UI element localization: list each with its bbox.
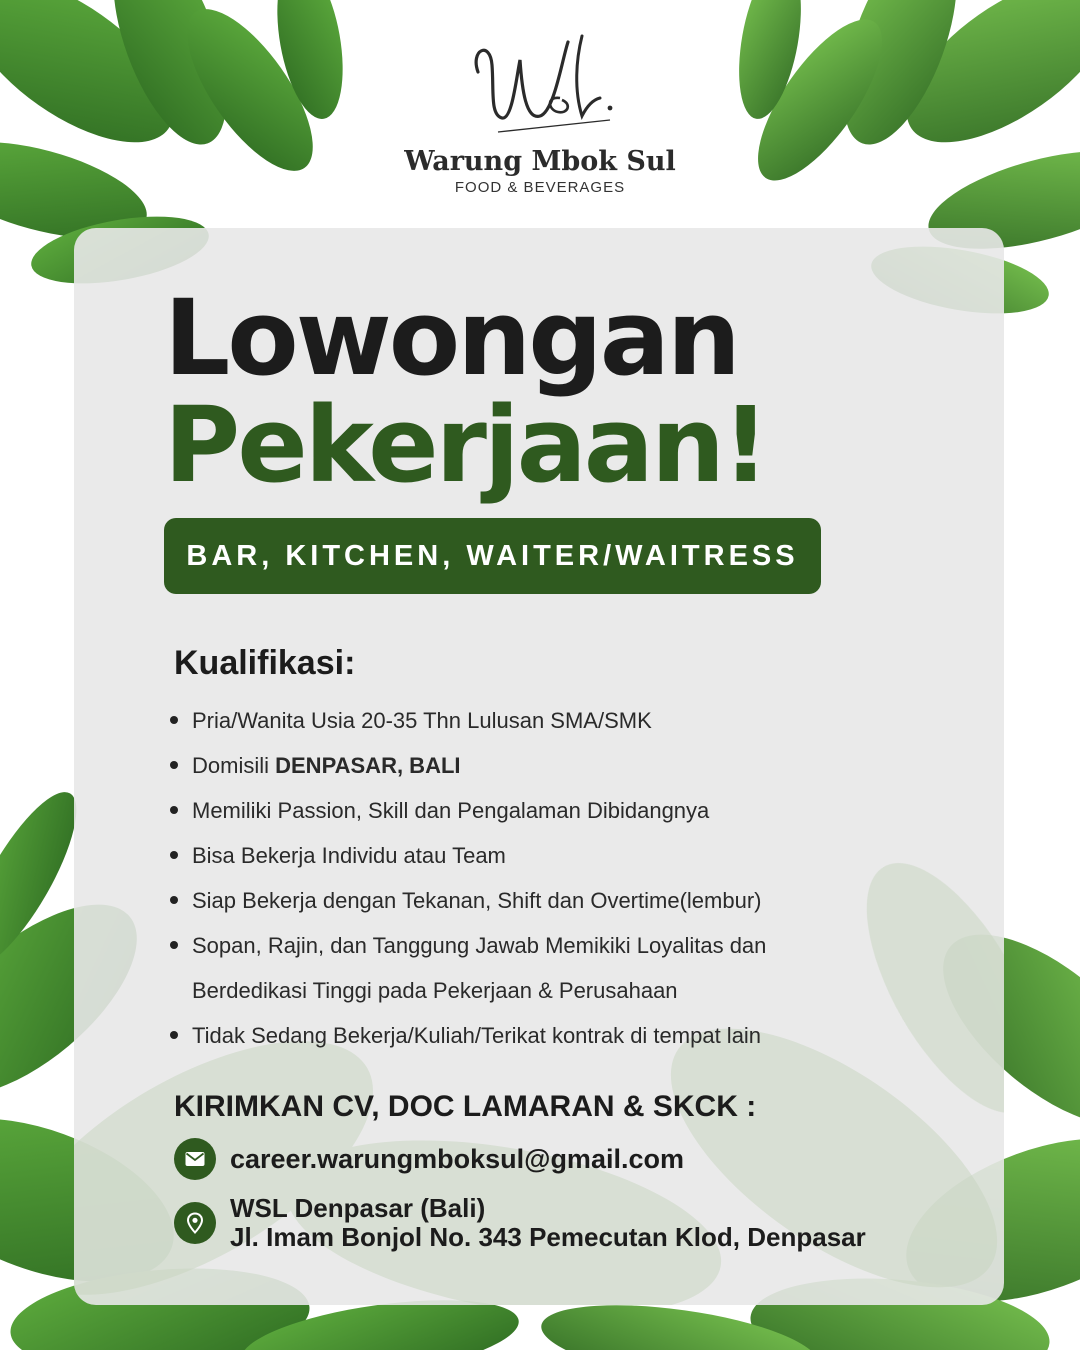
list-item: Sopan, Rajin, dan Tanggung Jawab Memikiki Loyalitas dan xyxy=(166,923,966,968)
brand-name: Warung Mbok Sul xyxy=(404,146,676,177)
list-item: Memiliki Passion, Skill dan Pengalaman Dibidangnya xyxy=(166,788,966,833)
brand-logo xyxy=(0,20,1080,196)
wsl-monogram-icon xyxy=(450,20,630,150)
list-item: Pria/Wanita Usia 20-35 Thn Lulusan SMA/SMK xyxy=(166,698,966,743)
list-item: Tidak Sedang Bekerja/Kuliah/Terikat kontrak di tempat lain xyxy=(166,1013,966,1058)
bullet-icon xyxy=(170,941,178,949)
send-cv-heading: KIRIMKAN CV, DOC LAMARAN & SKCK : xyxy=(174,1090,757,1123)
bullet-icon xyxy=(170,851,178,859)
bullet-icon xyxy=(170,1031,178,1039)
list-item: Domisili DENPASAR, BALI xyxy=(166,743,966,788)
job-card xyxy=(74,228,1004,1305)
qualifications-list xyxy=(166,698,966,1058)
list-item-continuation: Berdedikasi Tinggi pada Pekerjaan & Perusahaan xyxy=(192,978,678,1003)
bullet-icon xyxy=(170,761,178,769)
email-contact[interactable] xyxy=(174,1138,684,1180)
address-contact xyxy=(174,1194,866,1252)
roles-badge: BAR, KITCHEN, WAITER/WAITRESS xyxy=(164,518,821,594)
location-name: WSL Denpasar (Bali) xyxy=(230,1193,486,1223)
bullet-icon xyxy=(170,716,178,724)
bullet-icon xyxy=(170,806,178,814)
headline-pekerjaan: Pekerjaan! xyxy=(164,384,767,506)
envelope-icon xyxy=(174,1138,216,1180)
qualifications-title: Kualifikasi: xyxy=(174,644,356,682)
email-address[interactable]: career.warungmboksul@gmail.com xyxy=(230,1143,684,1174)
headline-lowongan: Lowongan xyxy=(164,277,738,399)
location-pin-icon xyxy=(174,1202,216,1244)
list-item: Siap Bekerja dengan Tekanan, Shift dan Overtime(lembur) xyxy=(166,878,966,923)
street-address: Jl. Imam Bonjol No. 343 Pemecutan Klod, Denpasar xyxy=(230,1222,866,1252)
bullet-icon xyxy=(170,896,178,904)
brand-tagline: FOOD & BEVERAGES xyxy=(454,179,626,196)
list-item: Bisa Bekerja Individu atau Team xyxy=(166,833,966,878)
